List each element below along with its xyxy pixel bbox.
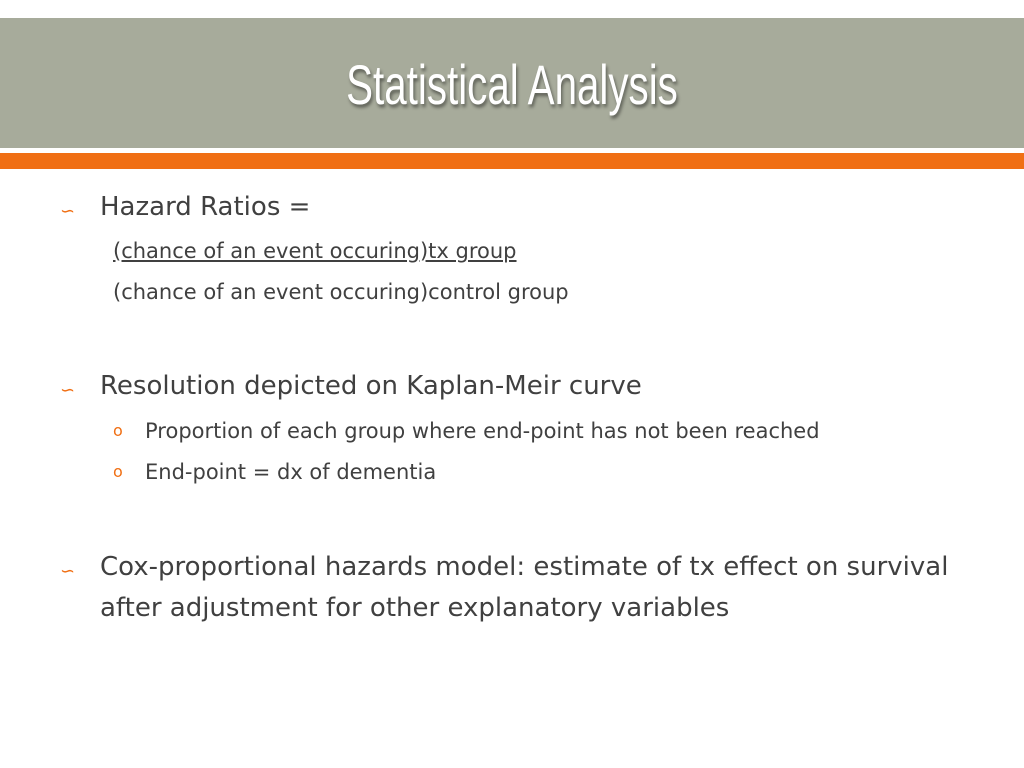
bullet-glyph-icon: ∽ — [60, 201, 76, 222]
bullet-text: Resolution depicted on Kaplan-Meir curve — [100, 371, 642, 401]
fraction-numerator: (chance of an event occuring)tx group — [113, 239, 517, 263]
sub-bullet-text: Proportion of each group where end-point has not been reached — [145, 419, 820, 443]
circle-bullet-icon: o — [113, 421, 123, 440]
bullet-text: Cox-proportional hazards model: estimate of tx effect on survival after adjustment for other explanatory variables — [100, 552, 949, 623]
bullet-text: Hazard Ratios = — [100, 192, 311, 222]
circle-bullet-icon: o — [113, 462, 123, 481]
bullet-glyph-icon: ∽ — [60, 561, 76, 582]
bullet-glyph-icon: ∽ — [60, 380, 76, 401]
fraction-denominator: (chance of an event occuring)control group — [113, 280, 569, 304]
sub-bullet-text: End-point = dx of dementia — [145, 460, 437, 484]
slide-title: Statistical Analysis — [346, 53, 678, 116]
